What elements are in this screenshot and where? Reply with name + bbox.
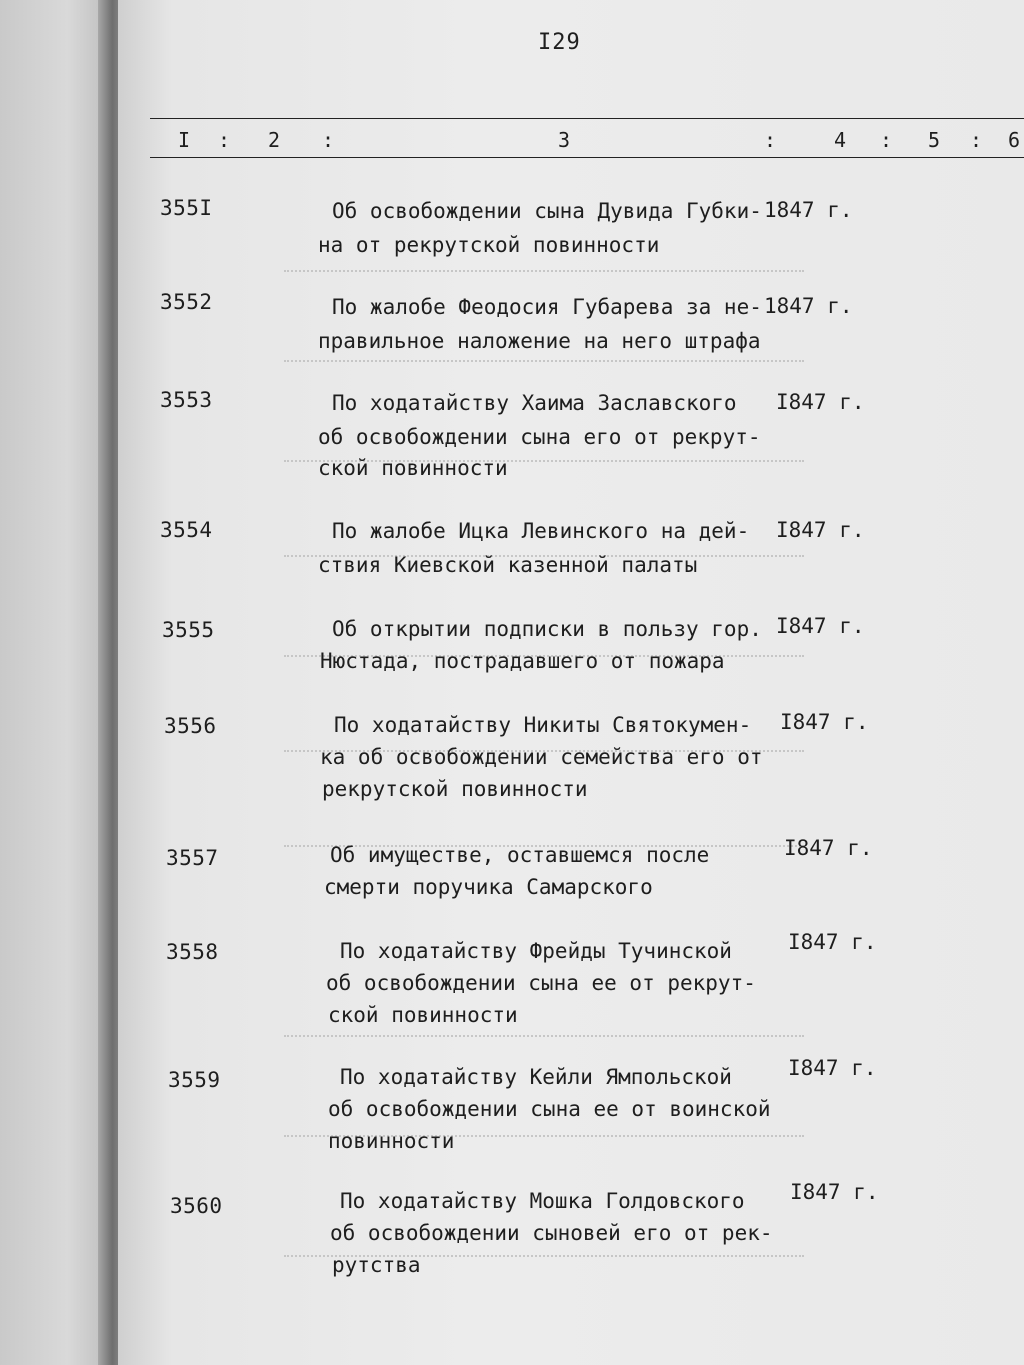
record-number: 3558 bbox=[166, 940, 219, 964]
record-text-line: рутства bbox=[332, 1253, 421, 1277]
column-separator: : bbox=[764, 128, 777, 152]
record-text-line: ка об освобождении семейства его от bbox=[320, 745, 763, 769]
record-number: 3554 bbox=[160, 518, 213, 542]
record-text-line: об освобождении сыновей его от рек- bbox=[330, 1221, 773, 1245]
record-text-line: По ходатайству Хаима Заславского bbox=[332, 391, 737, 415]
record-text-line: Об открытии подписки в пользу гор. bbox=[332, 617, 762, 641]
record-date: I847 г. bbox=[776, 390, 865, 414]
record-text-line: об освобождении сына его от рекрут- bbox=[318, 425, 761, 449]
record-text-line: на от рекрутской повинности bbox=[318, 233, 660, 257]
record-date: I847 г. bbox=[788, 930, 877, 954]
header-rule-bottom bbox=[150, 157, 1024, 158]
column-header: 5 bbox=[928, 128, 941, 152]
record-number: 3559 bbox=[168, 1068, 221, 1092]
record-text-line: Об освобождении сына Дувида Губки- bbox=[332, 199, 762, 223]
record-date: I847 г. bbox=[790, 1180, 879, 1204]
record-date: I847 г. bbox=[780, 710, 869, 734]
column-separator: : bbox=[218, 128, 231, 152]
record-text-line: рекрутской повинности bbox=[322, 777, 588, 801]
record-date: I847 г. bbox=[776, 518, 865, 542]
record-text-line: Нюстада, пострадавшего от пожара bbox=[320, 649, 725, 673]
record-date: I847 г. bbox=[788, 1056, 877, 1080]
page-number: I29 bbox=[538, 30, 581, 55]
record-text-line: об освобождении сына ее от воинской bbox=[328, 1097, 771, 1121]
left-page-edge bbox=[0, 0, 112, 1365]
column-header: I bbox=[178, 128, 191, 152]
record-number: 3560 bbox=[170, 1194, 223, 1218]
column-header: 4 bbox=[834, 128, 847, 152]
record-text-line: По жалобе Феодосия Губарева за не- bbox=[332, 295, 762, 319]
record-text-line: об освобождении сына ее от рекрут- bbox=[326, 971, 756, 995]
record-number: 3553 bbox=[160, 388, 213, 412]
record-text-line: повинности bbox=[328, 1129, 455, 1153]
record-text-line: ской повинности bbox=[328, 1003, 518, 1027]
record-date: I847 г. bbox=[776, 614, 865, 638]
column-header: 6 bbox=[1008, 128, 1021, 152]
record-number: 3552 bbox=[160, 290, 213, 314]
record-text-line: ствия Киевской казенной палаты bbox=[318, 553, 698, 577]
record-text-line: смерти поручика Самарского bbox=[324, 875, 653, 899]
header-rule-top bbox=[150, 118, 1024, 119]
record-text-line: Об имуществе, оставшемся после bbox=[330, 843, 710, 867]
record-date: I847 г. bbox=[784, 836, 873, 860]
record-text-line: По ходатайству Фрейды Тучинской bbox=[340, 939, 732, 963]
column-separator: : bbox=[880, 128, 893, 152]
record-text-line: По ходатайству Кейли Ямпольской bbox=[340, 1065, 732, 1089]
record-date: 1847 г. bbox=[764, 294, 853, 318]
record-text-line: правильное наложение на него штрафа bbox=[318, 329, 761, 353]
record-number: 3557 bbox=[166, 846, 219, 870]
record-text-line: По ходатайству Никиты Святокумен- bbox=[334, 713, 752, 737]
record-number: 3555 bbox=[162, 618, 215, 642]
record-number: 355I bbox=[160, 196, 213, 220]
record-text-line: По жалобе Ицка Левинского на дей- bbox=[332, 519, 750, 543]
record-number: 3556 bbox=[164, 714, 217, 738]
record-date: 1847 г. bbox=[764, 198, 853, 222]
record-text-line: ской повинности bbox=[318, 456, 508, 480]
record-text-line: По ходатайству Мошка Голдовского bbox=[340, 1189, 745, 1213]
column-header: 3 bbox=[558, 128, 571, 152]
column-separator: : bbox=[970, 128, 983, 152]
column-header: 2 bbox=[268, 128, 281, 152]
column-separator: : bbox=[322, 128, 335, 152]
